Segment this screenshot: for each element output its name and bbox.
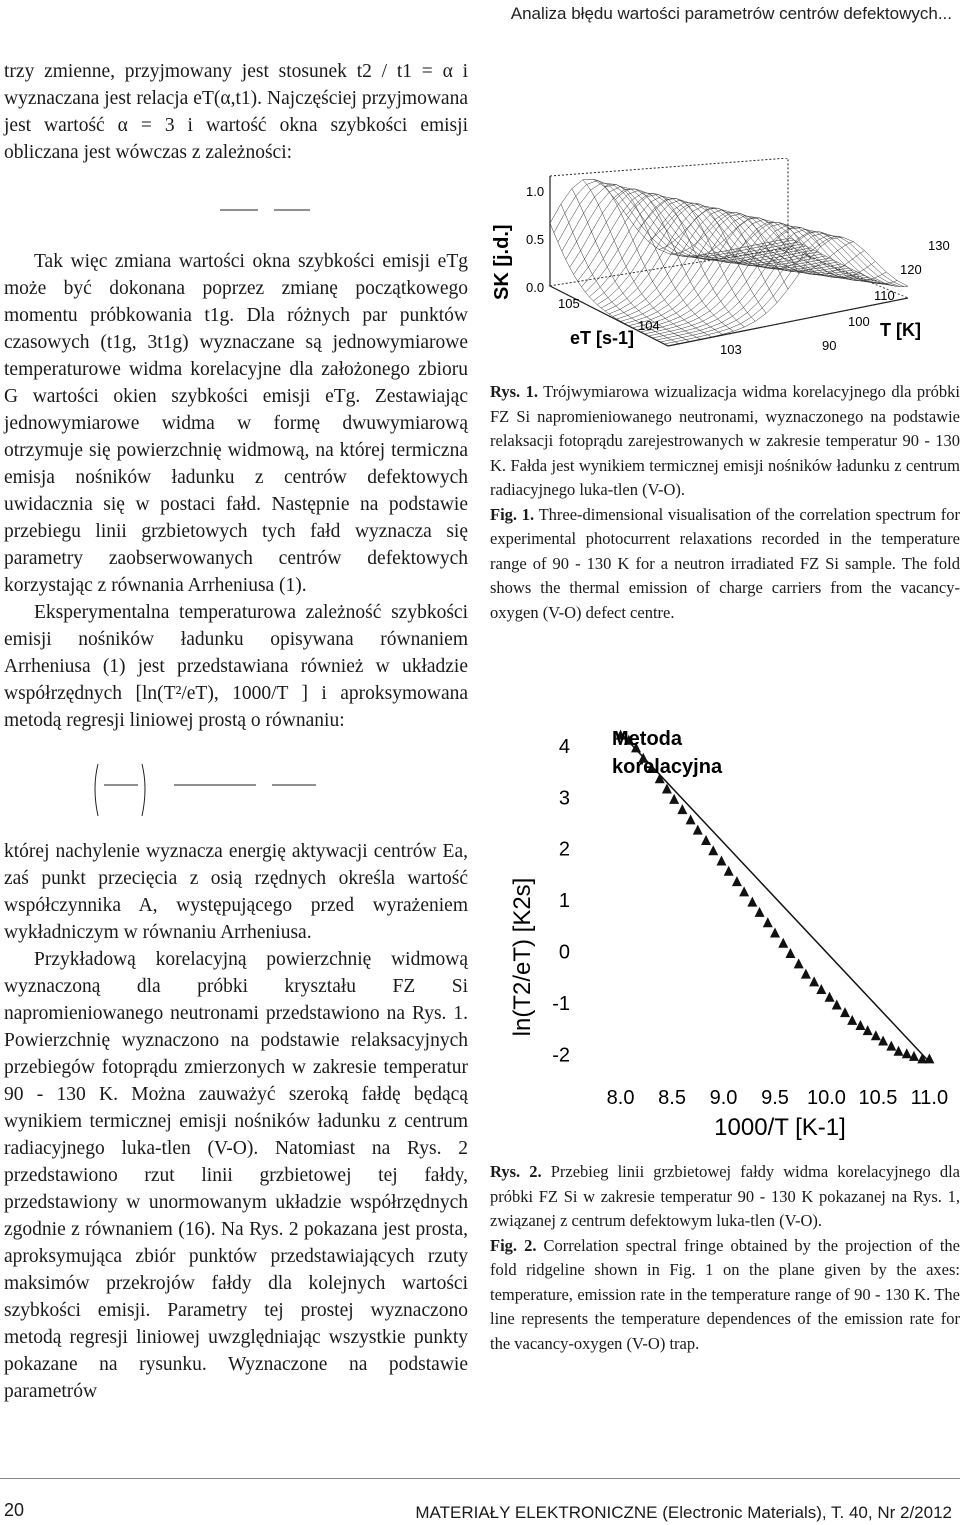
fit-line <box>621 733 930 1062</box>
data-point <box>724 866 734 876</box>
y-tick-label: -1 <box>552 992 570 1015</box>
equation-15 <box>4 180 468 240</box>
fig1-z-tick-1: 1.0 <box>526 184 545 199</box>
data-point <box>825 992 835 1002</box>
fig1-t-tick-2: 120 <box>900 262 922 277</box>
paragraph-5: Przykładową korelacyjną powierzchnię widmową wyznaczoną dla próbki kryształu FZ Si napromieniowanego neutronami przedstawiono na Rys. 1. Powierzchnię wyznaczono na podstawie relaksacyjnych przebiegów fotoprądu zmierzonych w zakresie temperatur 90 - 130 K. Można zauważyć szeroką fałdę będącą wynikiem termicznej emisji nośników ładunku z centrum radiacyjnego luka-tlen (V-O). Natomiast na Rys. 2 przedstawiono rzut linii grzbietowej tej fałdy, przedstawiony w unormowanym układzie współrzędnych zgodnie z równaniem (16). Na Rys. 2 pokazana jest prosta, aproksymująca zbiór punktów przedstawiających rzuty maksimów przekrojów fałdy dla kolejnych wartości szybkości emisji. Parametry tej prostej wyznaczono metodą regresji liniowej uwzględniając wszystkie punkty pokazane na rysunku. Wyznaczone na podstawie parametrów <box>4 949 468 1402</box>
fig1-e-tick-3: 103 <box>720 342 742 357</box>
data-point <box>871 1030 881 1040</box>
caption-figure-1 <box>490 380 960 625</box>
fig2-legend-line-1: Metoda <box>612 728 682 750</box>
data-point <box>716 856 726 866</box>
data-point <box>669 794 679 804</box>
fig1-t-label: T [K] <box>880 320 921 340</box>
data-point <box>732 876 742 886</box>
fig1-e-tick-2: 104 <box>638 318 660 333</box>
caption-figure-2 <box>490 1160 960 1356</box>
data-point <box>755 907 765 917</box>
y-tick-label: -2 <box>552 1044 570 1067</box>
fig1-z-tick-3: 0.0 <box>526 280 545 295</box>
data-point <box>763 917 773 927</box>
data-point <box>894 1046 904 1056</box>
main-text-column <box>4 58 468 1405</box>
caption1-pl-label: Rys. 1. <box>490 382 538 401</box>
caption2-pl-label: Rys. 2. <box>490 1162 542 1181</box>
data-point <box>886 1041 896 1051</box>
fig1-t-tick-5: 90 <box>822 338 837 353</box>
y-tick-label: 0 <box>558 941 570 964</box>
data-point <box>785 948 795 958</box>
caption2-en-text: Correlation spectral fringe obtained by the projection of the fold ridgeline shown in Fig. 1 on the plane given by the axes: temperature, emission rate in the temperature range of 90 - 130 K. The line represents the temperature dependences of the emission rate for the vacancy-oxygen (V-O) trap. <box>490 1235 960 1353</box>
running-title: Analiza błędu wartości parametrów centrów defektowych... <box>510 4 952 23</box>
data-point <box>809 976 819 986</box>
data-point <box>693 825 703 835</box>
fig2-axes <box>552 736 948 1109</box>
fig1-z-label: SK [j.d.] <box>491 224 513 300</box>
data-point <box>878 1035 888 1045</box>
x-tick-label: 11.0 <box>910 1087 949 1109</box>
caption1-en-label: Fig. 1. <box>490 504 535 524</box>
figure-1-surface-plot <box>488 158 958 373</box>
x-tick-label: 9.0 <box>709 1087 738 1109</box>
fig1-t-tick-1: 130 <box>928 238 950 253</box>
fig1-t-tick-4: 100 <box>848 314 870 329</box>
fig1-e-label: eT [s-1] <box>570 328 635 348</box>
y-tick-label: 2 <box>558 838 570 861</box>
data-point <box>840 1007 850 1017</box>
footer-divider <box>0 1478 960 1479</box>
caption2-pl-text: Przebieg linii grzbietowej fałdy widma korelacyjnego dla próbki FZ Si w zakresie temperatur 90 - 130 K pokazanej na Rys. 1, związanej z centrum defektowym luka-tlen (V-O). <box>490 1162 960 1230</box>
data-point <box>778 938 788 948</box>
caption2-en-label: Fig. 2. <box>490 1235 537 1255</box>
paragraph-3: Eksperymentalna temperaturowa zależność szybkości emisji nośników ładunku opisywana równaniem Arrheniusa (1) jest przedstawiana również w układzie współrzędnych [ln(T²/eT), 1000/T ] i aproksymowana metodą regresji liniowej prostą o równaniu: <box>4 602 468 731</box>
paragraph-1: trzy zmienne, przyjmowany jest stosunek t2 / t1 = α i wyznaczana jest relacja eT(α,t1). Najczęściej przyjmowana jest wartość α = 3 i wartość okna szybkości emisji obliczana jest wówczas z zależności: <box>4 61 468 163</box>
data-point <box>701 835 711 845</box>
paragraph-2: Tak więc zmiana wartości okna szybkości emisji eTg może być dokonana poprzez zmianę początkowego momentu próbkowania t1g. Dla różnych par punktów czasowych (t1g, 3t1g) wyznaczane są jednowymiarowe temperaturowe widma korelacyjne dla założonego zbioru G wartości okien szybkości emisji eTg. Zestawiając jednowymiarowe widma w formę dwuwymiarową otrzymuje się powierzchnię widmową, na której termiczna emisja nośników ładunku z centrów defektowych uwidacznia się w postaci fałd. Następnie na podstawie przebiegu linii grzbietowych tych fałd wyznacza się parametry zaobserwowanych centrów defektowych korzystając z równania Arrheniusa (1). <box>4 251 468 596</box>
x-tick-label: 10.0 <box>807 1087 846 1109</box>
data-point <box>677 804 687 814</box>
equation-16 <box>4 752 468 824</box>
data-point <box>855 1020 865 1030</box>
equation-15-graphic <box>4 180 468 240</box>
fig1-z-tick-2: 0.5 <box>526 232 545 247</box>
figure-2-scatter-plot <box>490 695 960 1145</box>
data-point <box>686 814 696 824</box>
fig2-xlabel: 1000/T [K-1] <box>714 1114 846 1141</box>
fig1-t-tick-3: 110 <box>874 288 895 303</box>
data-point <box>801 969 811 979</box>
fig2-legend-line-2: korelacyjna <box>612 756 723 778</box>
equation-16-graphic <box>4 752 468 824</box>
fig2-ylabel: ln(T2/eT) [K2s] <box>509 877 536 1037</box>
y-tick-label: 1 <box>558 890 570 913</box>
paragraph-4: której nachylenie wyznacza energię aktywacji centrów Ea, zaś punkt przecięcia z osią rzędnych określa wartość współczynnika A, występującego przed wyrażeniem wykładniczym w równaniu Arrheniusa. <box>4 841 468 943</box>
data-point <box>902 1048 912 1058</box>
fig1-e-tick-1: 105 <box>558 296 580 311</box>
caption1-pl-text: Trójwymiarowa wizualizacja widma korelacyjnego dla próbki FZ Si napromieniowanego neutronami, wyznaczonego na podstawie relaksacji fotoprądu zarejestrowanych w zakresie temperatur 90 - 130 K. Fałda jest wynikiem termicznej emisji nośników ładunku z centrum radiacyjnego luka-tlen (V-O). <box>490 382 960 499</box>
data-point <box>739 886 749 896</box>
page-number: 20 <box>4 1500 25 1520</box>
x-tick-label: 8.0 <box>606 1087 635 1109</box>
data-point <box>794 958 804 968</box>
x-tick-label: 9.5 <box>761 1087 789 1109</box>
data-point <box>863 1025 873 1035</box>
x-tick-label: 8.5 <box>658 1087 686 1109</box>
caption1-en-text: Three-dimensional visualisation of the correlation spectrum for experimental photocurrent relaxations recorded in the temperature range of 90 - 130 K for a neutron irradiated FZ Si sample. The fold shows the thermal emission of charge carriers from the vacancy-oxygen (V-O) defect centre. <box>490 504 960 622</box>
y-tick-label: 4 <box>558 735 570 758</box>
data-point <box>770 927 780 937</box>
data-point <box>747 897 757 907</box>
fig2-marks <box>616 730 935 1064</box>
x-tick-label: 10.5 <box>858 1087 898 1109</box>
y-tick-label: 3 <box>558 787 570 810</box>
journal-footer: MATERIAŁY ELEKTRONICZNE (Electronic Materials), T. 40, Nr 2/2012 <box>415 1503 952 1522</box>
data-point <box>708 845 718 855</box>
